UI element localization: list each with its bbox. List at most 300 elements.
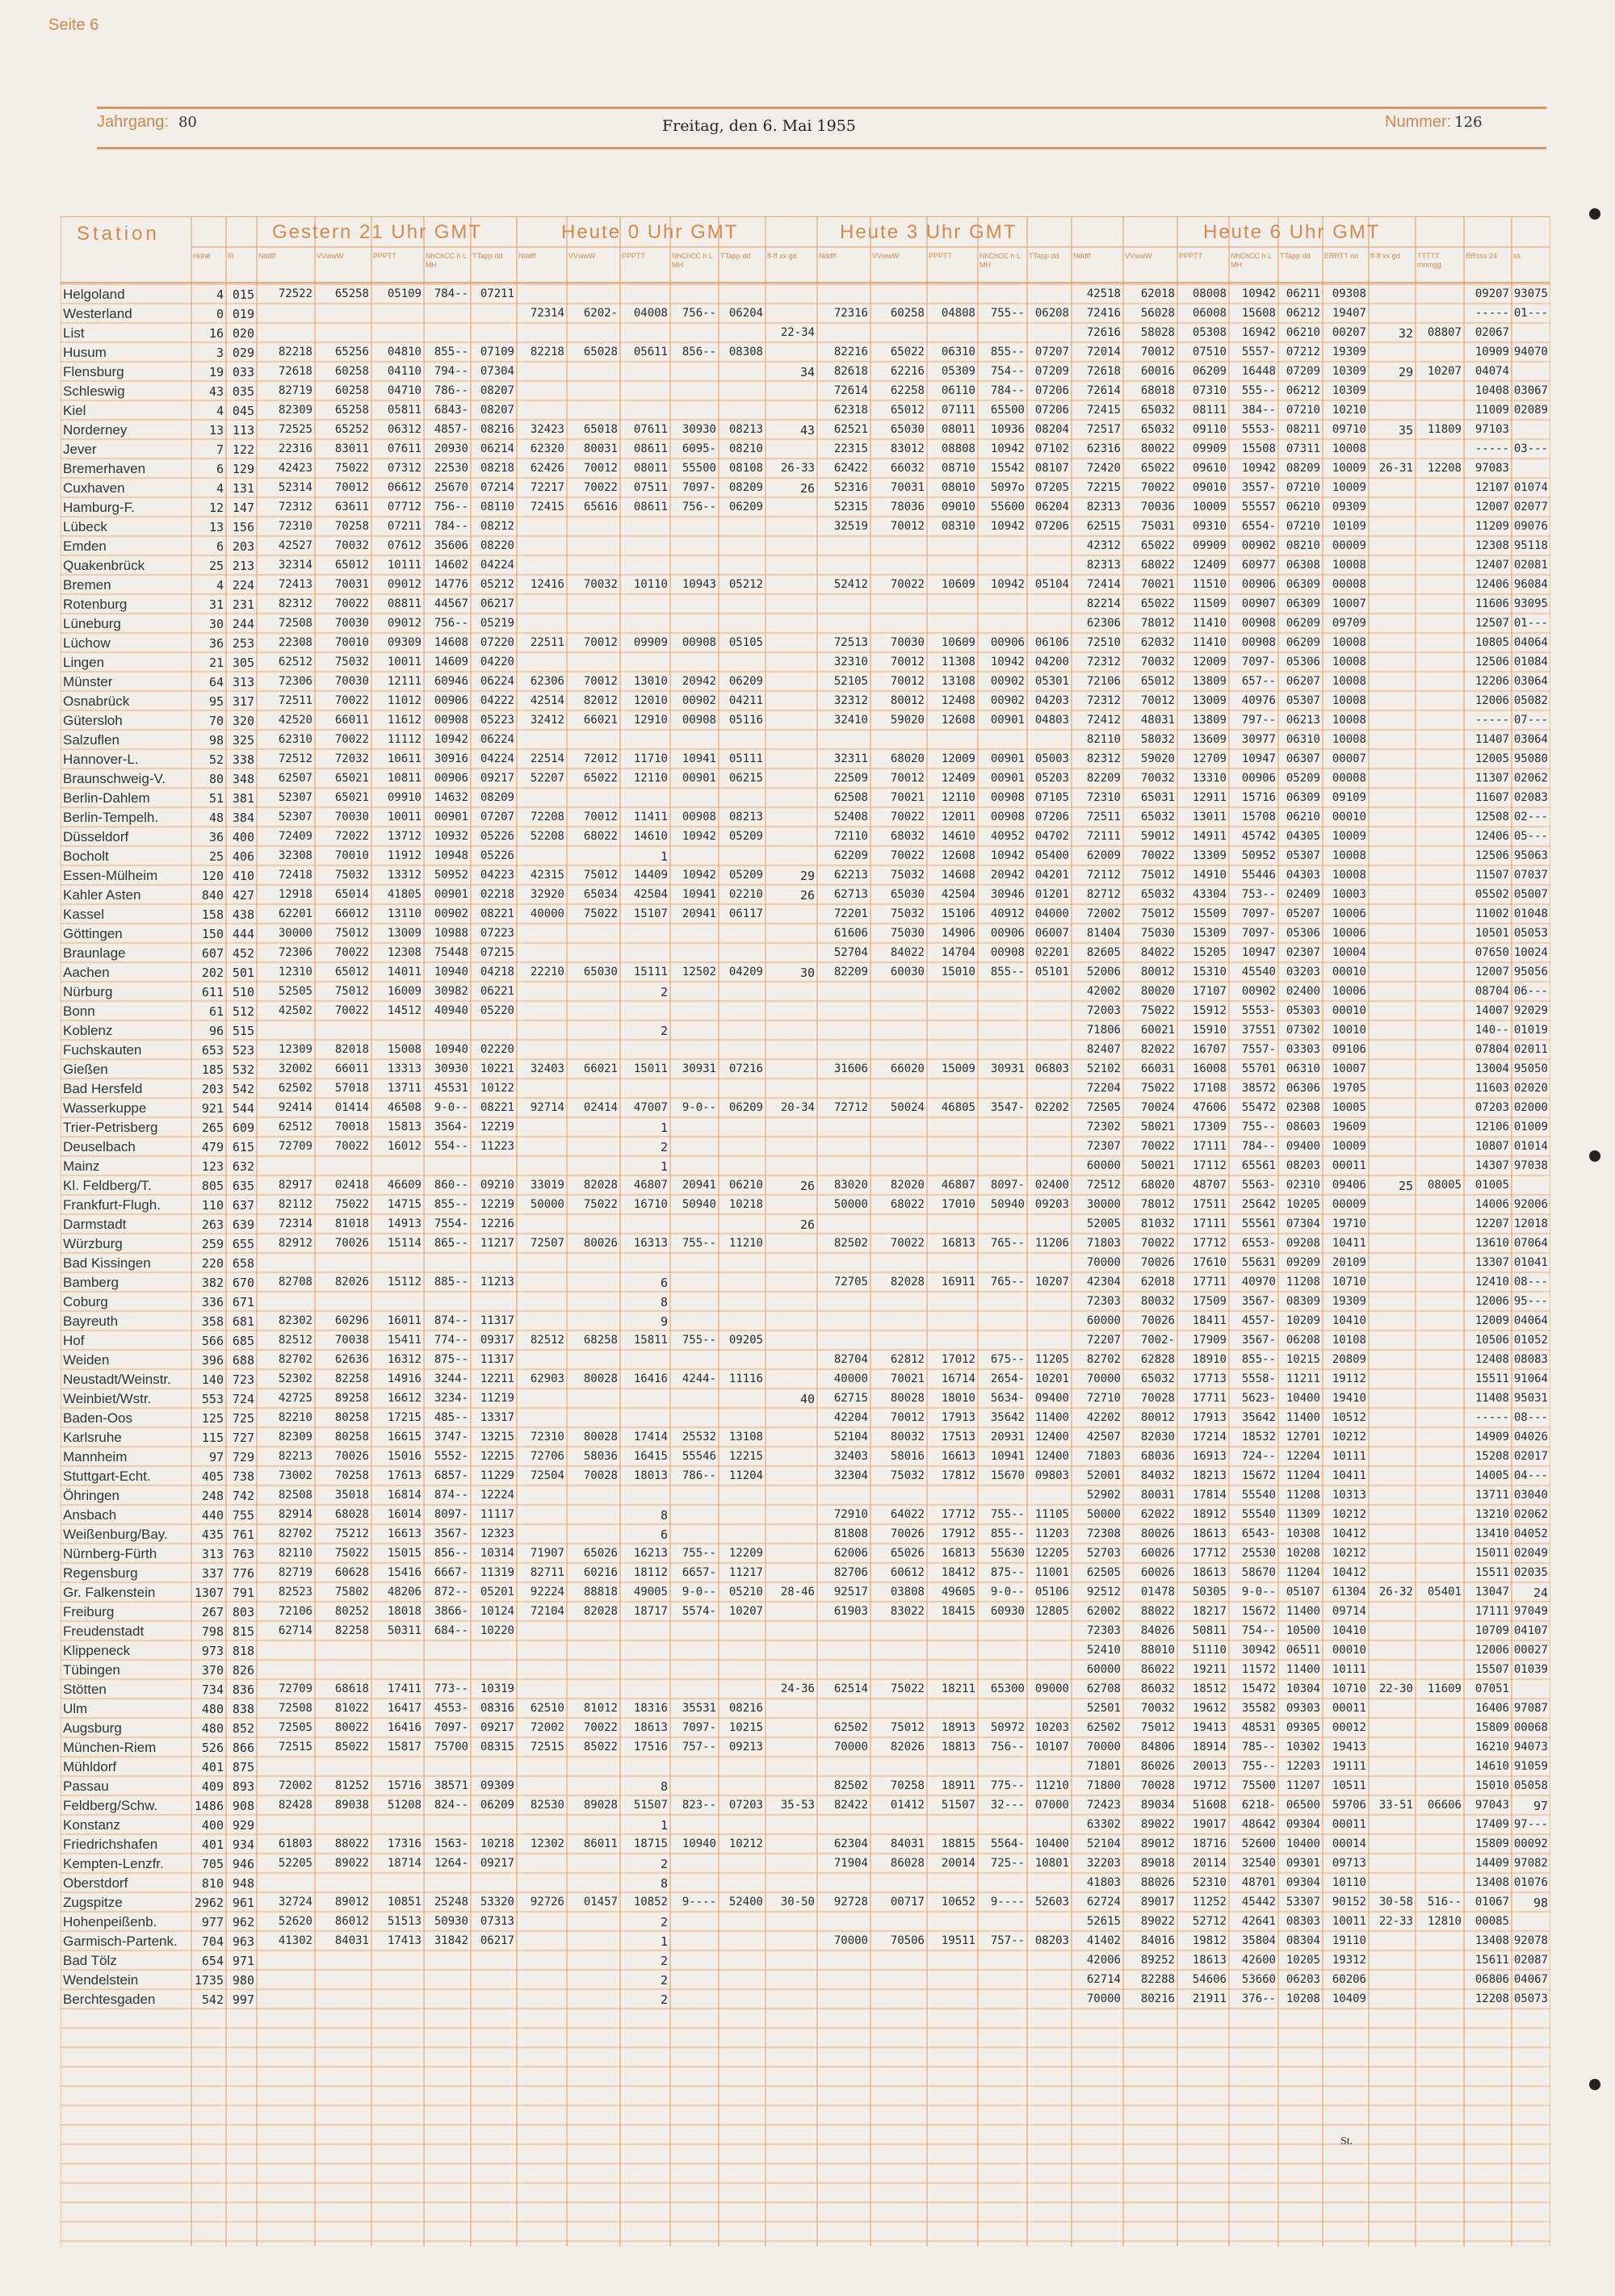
cell-g21: 25248 <box>434 1896 468 1908</box>
cell-h6: 70028 <box>1140 1392 1175 1405</box>
cell-g21: 88022 <box>334 1837 369 1850</box>
cell-h3: 07102 <box>1034 442 1069 455</box>
cell-g21: 04222 <box>480 694 514 707</box>
cell-h6: 62018 <box>1140 1276 1175 1288</box>
cell-h3: 70000 <box>833 1934 868 1947</box>
cell-h0: 92714 <box>530 1101 564 1114</box>
cell-h6: 18716 <box>1192 1837 1227 1850</box>
cell-g21: 16014 <box>387 1508 422 1521</box>
table-row <box>61 633 1550 652</box>
cell-h6: 41803 <box>1086 1876 1121 1889</box>
cell-g21: 06221 <box>480 985 514 998</box>
cell-h3: 20931 <box>990 1431 1025 1443</box>
cell-g21: 4857- <box>434 423 468 436</box>
cell-h6: 89017 <box>1140 1896 1175 1908</box>
cell-h6: 17509 <box>1192 1295 1227 1308</box>
cell-g21: 52307 <box>278 791 313 804</box>
cell-h3: 02201 <box>1034 946 1069 959</box>
cell-h6: 42006 <box>1086 1954 1121 1967</box>
cell-g21: 13712 <box>387 830 422 843</box>
cell-h6: 12018 <box>1513 1217 1548 1230</box>
cell-h6: 86026 <box>1140 1760 1175 1773</box>
cell-h0: 72507 <box>530 1237 564 1250</box>
cell-h6: 10109 <box>1332 520 1366 533</box>
cell-h6: 10008 <box>1332 442 1366 455</box>
cell-h6: 15608 <box>1241 307 1276 320</box>
cell-h6: 66031 <box>1140 1062 1175 1075</box>
cell-h6: 17511 <box>1192 1198 1227 1211</box>
cell-h6: 01478 <box>1140 1586 1175 1598</box>
cell-h3: 855-- <box>990 1527 1025 1540</box>
cell-g21: 16814 <box>387 1489 422 1502</box>
cell-h6: 52615 <box>1086 1915 1121 1928</box>
punch-hole <box>1589 208 1600 220</box>
cell-h6: 07804 <box>1474 1043 1509 1056</box>
station-height: 409 <box>201 1779 224 1794</box>
station-height: 566 <box>201 1334 224 1348</box>
station-height: 805 <box>201 1179 224 1193</box>
station-index: 658 <box>232 1256 254 1271</box>
cell-h0: 2 <box>660 985 668 999</box>
table-row <box>61 769 1550 788</box>
cell-h6: 97103 <box>1474 423 1509 436</box>
cell-h6: 11410 <box>1192 636 1227 649</box>
cell-h3: 75022 <box>890 1682 925 1695</box>
cell-h6: 97087 <box>1513 1702 1548 1715</box>
cell-h6: 11009 <box>1474 404 1509 417</box>
cell-h6: ----- <box>1474 442 1509 455</box>
cell-h3: 42204 <box>833 1411 868 1424</box>
table-row <box>61 1408 1550 1427</box>
cell-g21: 70022 <box>334 946 369 959</box>
table-row <box>61 1873 1550 1892</box>
cell-h3: 75030 <box>890 927 925 940</box>
cell-h6: 753-- <box>1241 888 1276 901</box>
table-row <box>61 1117 1550 1137</box>
table-row <box>61 982 1550 1001</box>
cell-h6: 09308 <box>1332 287 1366 300</box>
station-name: Bocholt <box>63 848 109 864</box>
cell-h0: 30 <box>799 966 815 980</box>
station-height: 370 <box>201 1663 224 1678</box>
table-row <box>61 497 1550 517</box>
station-height: 553 <box>201 1392 224 1406</box>
cell-h6: 10008 <box>1332 733 1366 746</box>
station-name: Quakenbrück <box>63 558 145 573</box>
cell-g21: 05220 <box>480 1004 514 1017</box>
cell-g21: 63611 <box>334 501 369 513</box>
cell-g21: 14608 <box>434 636 468 649</box>
cell-h6: 00068 <box>1513 1721 1548 1734</box>
station-height: 265 <box>201 1121 224 1135</box>
cell-g21: 70022 <box>334 1140 369 1153</box>
cell-h0: 5574- <box>682 1605 716 1618</box>
cell-h6: 35804 <box>1241 1934 1276 1947</box>
cell-h6: 40976 <box>1241 694 1276 707</box>
cell-g21: 05212 <box>480 578 514 591</box>
station-index: 838 <box>232 1702 254 1716</box>
cell-h6: 72414 <box>1086 578 1121 591</box>
cell-h6: 01014 <box>1513 1140 1548 1153</box>
cell-h6: 97043 <box>1474 1799 1509 1812</box>
cell-h0: 12910 <box>633 714 668 727</box>
cell-h0: 09909 <box>633 636 668 649</box>
cell-h6: 93095 <box>1513 597 1548 610</box>
table-row <box>61 885 1550 904</box>
table-row <box>61 710 1550 730</box>
cell-h6: 43304 <box>1192 888 1227 901</box>
cell-g21: 874-- <box>434 1314 468 1327</box>
cell-g21: 72522 <box>278 287 313 300</box>
cell-h6: 15912 <box>1192 1004 1227 1017</box>
cell-g21: 08216 <box>480 423 514 436</box>
cell-h6: 03064 <box>1513 733 1548 746</box>
cell-h3: 765-- <box>990 1276 1025 1288</box>
station-height: 259 <box>201 1237 224 1251</box>
cell-h6: 95063 <box>1513 849 1548 862</box>
cell-g21: 14512 <box>387 1004 422 1017</box>
cell-g21: 75802 <box>334 1586 369 1598</box>
cell-h0: 65018 <box>583 423 618 436</box>
cell-h6: 755-- <box>1241 1760 1276 1773</box>
station-index: 948 <box>232 1876 254 1891</box>
cell-h6: 72307 <box>1086 1140 1121 1153</box>
station-name: Gütersloh <box>63 713 123 728</box>
cell-h6: 06209 <box>1286 617 1320 630</box>
cell-h0: 7097- <box>682 1721 716 1734</box>
cell-h3: 52104 <box>833 1431 868 1443</box>
cell-h3: 60258 <box>890 307 925 320</box>
cell-h6: 80012 <box>1140 966 1175 978</box>
cell-h0: 20941 <box>682 907 716 920</box>
cell-h0: 18715 <box>633 1837 668 1850</box>
cell-h0: 05209 <box>728 830 763 843</box>
cell-h6: 14909 <box>1474 1431 1509 1443</box>
cell-h6: 04026 <box>1513 1431 1548 1443</box>
cell-h6: 07051 <box>1474 1682 1509 1695</box>
cell-h6: 09010 <box>1192 481 1227 494</box>
cell-g21: 16612 <box>387 1392 422 1405</box>
cell-h3: 10203 <box>1034 1721 1069 1734</box>
cell-h3: 755-- <box>990 307 1025 320</box>
station-height: 30 <box>208 617 224 631</box>
station-index: 542 <box>232 1082 254 1096</box>
station-index: 313 <box>232 675 254 689</box>
cell-h6: 42507 <box>1086 1431 1121 1443</box>
cell-g21: 10122 <box>480 1082 514 1095</box>
cell-g21: 70010 <box>334 636 369 649</box>
cell-h6: 72310 <box>1086 791 1121 804</box>
cell-h3: 82422 <box>833 1799 868 1812</box>
cell-h6: 10009 <box>1332 1140 1366 1153</box>
cell-g21: 35018 <box>334 1489 369 1502</box>
cell-g21: 15008 <box>387 1043 422 1056</box>
cell-h6: 10208 <box>1286 1547 1320 1560</box>
cell-g21: 4553- <box>434 1702 468 1715</box>
station-height: 435 <box>201 1527 224 1542</box>
cell-h6: 17610 <box>1192 1256 1227 1269</box>
cell-g21: 70030 <box>334 811 369 823</box>
station-index: 655 <box>232 1237 254 1251</box>
cell-h3: 06803 <box>1034 1062 1069 1075</box>
cell-h6: 02035 <box>1513 1566 1548 1579</box>
cell-h0: 29 <box>799 869 815 883</box>
cell-h3: 70031 <box>890 481 925 494</box>
cell-h6: 72002 <box>1086 907 1121 920</box>
cell-h3: 46807 <box>941 1179 975 1192</box>
cell-h3: 32410 <box>833 714 868 727</box>
cell-g21: 16312 <box>387 1353 422 1366</box>
cell-h6: 01--- <box>1513 617 1548 630</box>
cell-h6: 65032 <box>1140 888 1175 901</box>
cell-h0: 55500 <box>682 462 716 475</box>
cell-h3: 07205 <box>1034 481 1069 494</box>
cell-h6: 17107 <box>1192 985 1227 998</box>
cell-h6: 12308 <box>1474 539 1509 552</box>
cell-g21: 68028 <box>334 1508 369 1521</box>
station-index: 035 <box>232 384 254 399</box>
cell-h3: 92728 <box>833 1896 868 1908</box>
cell-h3: 05003 <box>1034 752 1069 765</box>
cell-g21: 3567- <box>434 1527 468 1540</box>
cell-h0: 9---- <box>682 1896 716 1908</box>
cell-h6: 62306 <box>1086 617 1121 630</box>
cell-h0: 75022 <box>583 907 618 920</box>
cell-g21: 09317 <box>480 1334 514 1347</box>
cell-h6: 10007 <box>1332 597 1366 610</box>
cell-g21: 89022 <box>334 1857 369 1870</box>
sub-header-h3-3: NhChCC h L MH <box>979 252 1021 269</box>
cell-h6: 10500 <box>1286 1624 1320 1637</box>
station-height: 51 <box>208 791 224 806</box>
station-index: 406 <box>232 849 254 864</box>
cell-h0: 30931 <box>682 1062 716 1075</box>
cell-g21: 82110 <box>278 1547 313 1560</box>
cell-h6: 92006 <box>1513 1198 1548 1211</box>
cell-g21: 12224 <box>480 1489 514 1502</box>
cell-h3: 70022 <box>890 849 925 862</box>
cell-g21: 51513 <box>387 1915 422 1928</box>
cell-g21: 61803 <box>278 1837 313 1850</box>
cell-g21: 42725 <box>278 1392 313 1405</box>
cell-h0: 10110 <box>633 578 668 591</box>
cell-h0: 82028 <box>583 1179 618 1192</box>
cell-h6: 19112 <box>1332 1372 1366 1385</box>
sub-header-h6-0: Nddff <box>1073 252 1091 260</box>
station-index: 320 <box>232 714 254 728</box>
cell-h6: 45442 <box>1241 1896 1276 1908</box>
cell-g21: 05226 <box>480 830 514 843</box>
cell-h3: 32304 <box>833 1469 868 1482</box>
cell-h6: 65012 <box>1140 675 1175 688</box>
station-name: Ansbach <box>63 1507 117 1523</box>
cell-h0: 65028 <box>583 346 618 358</box>
table-row <box>61 691 1550 710</box>
cell-g21: 46508 <box>387 1101 422 1114</box>
cell-g21: 10319 <box>480 1682 514 1695</box>
cell-h6: 62708 <box>1086 1682 1121 1695</box>
cell-h6: 13307 <box>1474 1256 1509 1269</box>
cell-h6: 08111 <box>1192 404 1227 417</box>
cell-h6: 05107 <box>1286 1586 1320 1598</box>
sub-header-g21-4: TTapp dd <box>472 252 503 260</box>
cell-g21: 62507 <box>278 772 313 785</box>
cell-h3: 17010 <box>941 1198 975 1211</box>
station-index: 019 <box>232 307 254 321</box>
cell-g21: 82218 <box>278 346 313 358</box>
cell-h6: 92078 <box>1513 1934 1548 1947</box>
cell-h6: 12208 <box>1474 1992 1509 2005</box>
cell-h0: 40 <box>799 1392 815 1406</box>
cell-h6: 70032 <box>1140 1702 1175 1715</box>
cell-h3: 07000 <box>1034 1799 1069 1812</box>
cell-h6: 06211 <box>1286 287 1320 300</box>
cell-h6: 10009 <box>1332 481 1366 494</box>
cell-g21: 22316 <box>278 442 313 455</box>
cell-g21: 17411 <box>387 1682 422 1695</box>
cell-h6: 71803 <box>1086 1450 1121 1463</box>
cell-h6: 62724 <box>1086 1896 1121 1908</box>
cell-h6: 09310 <box>1192 520 1227 533</box>
cell-h0: 786-- <box>682 1469 716 1482</box>
cell-g21: 00902 <box>434 907 468 920</box>
cell-h6: 18213 <box>1192 1469 1227 1482</box>
cell-h6: 82712 <box>1086 888 1121 901</box>
cell-h6: 18914 <box>1192 1741 1227 1753</box>
cell-h3: 19511 <box>941 1934 975 1947</box>
cell-h3: 72110 <box>833 830 868 843</box>
station-index: 325 <box>232 733 254 748</box>
cell-g21: 05109 <box>387 287 422 300</box>
station-height: 4 <box>216 287 224 302</box>
station-name: Mainz <box>63 1158 100 1174</box>
station-name: Wasserkuppe <box>63 1100 147 1116</box>
cell-h6: 10111 <box>1332 1663 1366 1676</box>
cell-g21: 06612 <box>387 481 422 494</box>
sub-header-h6-3: NhChCC h L MH <box>1231 252 1272 269</box>
station-name: Nürburg <box>63 984 113 999</box>
cell-h3: 52105 <box>833 675 868 688</box>
cell-h0: 18013 <box>633 1469 668 1482</box>
cell-g21: 82018 <box>334 1043 369 1056</box>
cell-h6: 06210 <box>1286 501 1320 513</box>
station-name: Lüchow <box>63 635 111 651</box>
cell-g21: 12309 <box>278 1043 313 1056</box>
cell-h6: 13309 <box>1192 849 1227 862</box>
cell-h6: 06307 <box>1286 752 1320 765</box>
table-row <box>61 323 1550 342</box>
cell-h6: 12206 <box>1474 675 1509 688</box>
station-name: Kahler Asten <box>63 887 141 903</box>
cell-g21: 70032 <box>334 539 369 552</box>
cell-g21: 684-- <box>434 1624 468 1637</box>
cell-h6: 06308 <box>1286 559 1320 572</box>
cell-h3: 00717 <box>890 1896 925 1908</box>
cell-h6: 16448 <box>1241 365 1276 378</box>
station-index: 427 <box>232 888 254 903</box>
cell-h6: 00902 <box>1241 539 1276 552</box>
cell-h0: 72002 <box>530 1721 564 1734</box>
table-row <box>61 1815 1550 1834</box>
sub-header-h3-4: TTapp dd <box>1029 252 1059 260</box>
cell-g21: 13313 <box>387 1062 422 1075</box>
cell-h6: 01084 <box>1513 656 1548 668</box>
station-height: 734 <box>201 1682 224 1697</box>
cell-h6: 04074 <box>1474 365 1509 378</box>
cell-h0: 8 <box>660 1295 668 1309</box>
cell-h6: 72616 <box>1086 326 1121 339</box>
cell-g21: 89012 <box>334 1896 369 1908</box>
station-name: Koblenz <box>63 1023 113 1038</box>
cell-h0: 22210 <box>530 966 564 978</box>
cell-h3: 70012 <box>890 520 925 533</box>
cell-h0: 92726 <box>530 1896 564 1908</box>
cell-g21: 72525 <box>278 423 313 436</box>
station-index: 670 <box>232 1276 254 1290</box>
cell-h0: 16313 <box>633 1237 668 1250</box>
cell-h6: 72423 <box>1086 1799 1121 1812</box>
station-index: 033 <box>232 365 254 379</box>
cell-g21: 60258 <box>334 384 369 397</box>
cell-h3: 83022 <box>890 1605 925 1618</box>
cell-h3: 10652 <box>941 1896 975 1908</box>
cell-h3: 60612 <box>890 1566 925 1579</box>
cell-g21: 11612 <box>387 714 422 727</box>
cell-h0: 12010 <box>633 694 668 707</box>
cell-h3: 10936 <box>990 423 1025 436</box>
cell-g21: 06217 <box>480 597 514 610</box>
cell-h0: 86011 <box>583 1837 618 1850</box>
cell-g21: 18018 <box>387 1605 422 1618</box>
cell-h0: 05209 <box>728 869 763 882</box>
cell-h0: 92224 <box>530 1586 564 1598</box>
cell-h3: 84022 <box>890 946 925 959</box>
station-index: 501 <box>232 966 254 980</box>
cell-h6: 58028 <box>1140 326 1175 339</box>
cell-h6: 08008 <box>1192 287 1227 300</box>
cell-h0: 66021 <box>583 1062 618 1075</box>
cell-h6: 95080 <box>1513 752 1548 765</box>
cell-h0: 8 <box>660 1876 668 1891</box>
cell-h6: 01041 <box>1513 1256 1548 1269</box>
cell-h6: 00010 <box>1332 1004 1366 1017</box>
cell-h6: 13408 <box>1474 1934 1509 1947</box>
cell-h0: 15011 <box>633 1062 668 1075</box>
table-row <box>61 962 1550 982</box>
cell-g21: 75022 <box>334 462 369 475</box>
cell-g21: 75022 <box>334 1547 369 1560</box>
cell-g21: 72511 <box>278 694 313 707</box>
cell-h6: 19211 <box>1192 1663 1227 1676</box>
table-row <box>61 749 1550 769</box>
cell-h6: 11507 <box>1474 869 1509 882</box>
station-height: 7 <box>216 442 224 457</box>
cell-h3: 06310 <box>941 346 975 358</box>
cell-h3: 04201 <box>1034 869 1069 882</box>
cell-h0: 2 <box>660 1954 668 1968</box>
cell-g21: 41805 <box>387 888 422 901</box>
cell-g21: 13110 <box>387 907 422 920</box>
cell-h6: 01019 <box>1513 1024 1548 1037</box>
station-name: Berlin-Dahlem <box>63 790 150 806</box>
station-height: 4 <box>216 578 224 593</box>
cell-h0: 10942 <box>682 869 716 882</box>
cell-g21: 75212 <box>334 1527 369 1540</box>
cell-h6: 00012 <box>1332 1721 1366 1734</box>
station-height: 1307 <box>194 1586 224 1600</box>
cell-h6: 15309 <box>1192 927 1227 940</box>
cell-h6: 60206 <box>1332 1973 1366 1986</box>
